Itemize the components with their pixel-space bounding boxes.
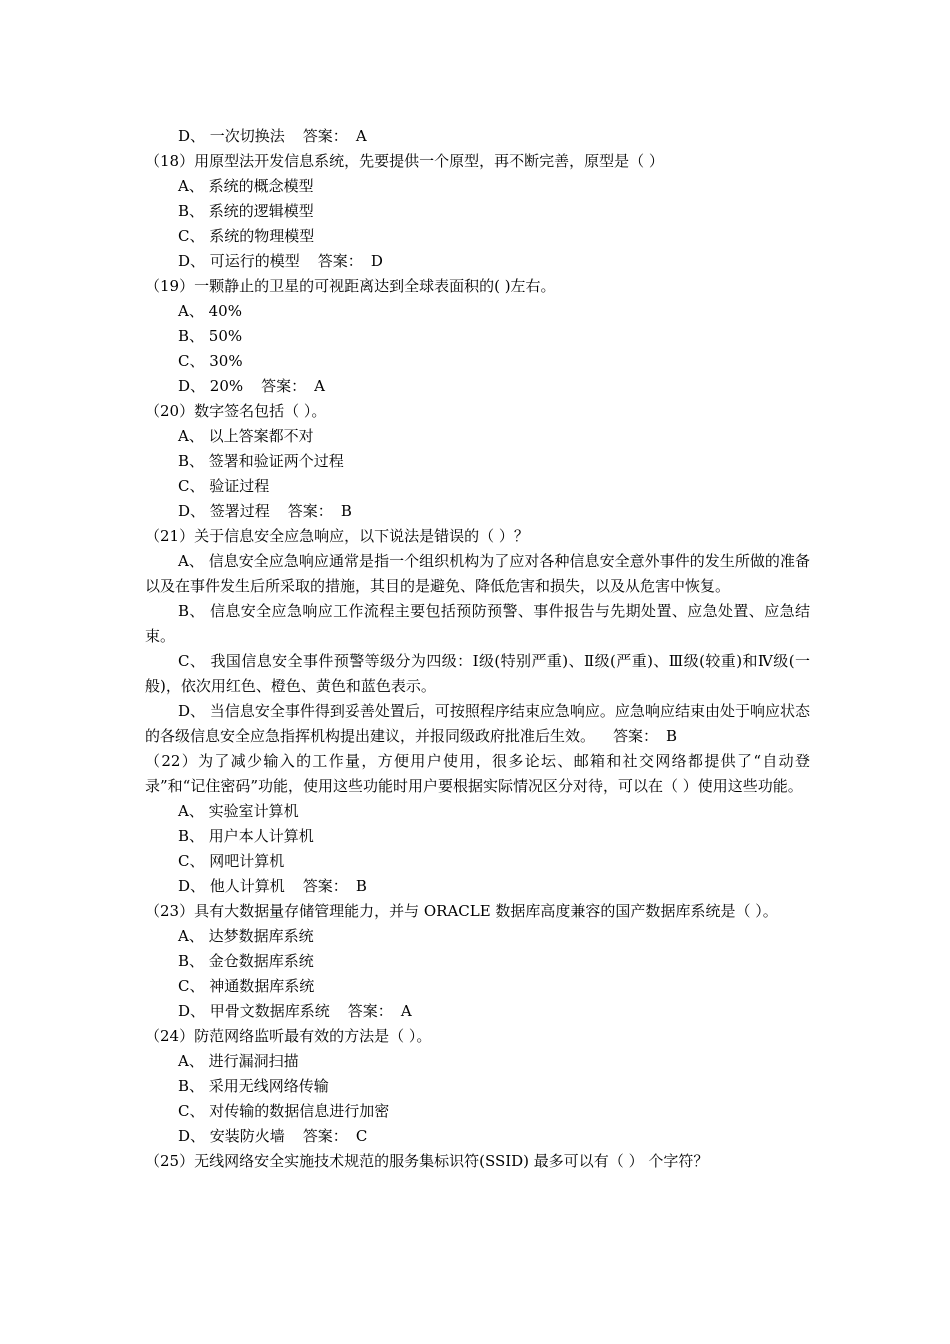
- line-text: B、 50%: [178, 327, 243, 345]
- answer-value: A: [400, 1002, 412, 1020]
- line-text: （20）数字签名包括（ ）。: [145, 402, 327, 420]
- question-text: [145, 399, 810, 424]
- line-text: C、 30%: [178, 352, 243, 370]
- answer-option-paragraph: [145, 599, 810, 649]
- answer-option: [145, 174, 810, 199]
- line-text: （18）用原型法开发信息系统，先要提供一个原型，再不断完善，原型是（ ）: [145, 152, 664, 170]
- answer-option-paragraph: [145, 699, 810, 749]
- answer-option: [145, 799, 810, 824]
- answer-label: 答案：: [317, 252, 363, 270]
- answer-value: A: [355, 127, 367, 145]
- answer-option: [145, 974, 810, 999]
- line-text: D、 20%: [178, 377, 244, 395]
- answer-value: B: [355, 877, 367, 895]
- line-text: D、 甲骨文数据库系统: [178, 1002, 330, 1020]
- answer-option: [145, 924, 810, 949]
- answer-label: 答案：: [613, 727, 659, 745]
- answer-option: [145, 374, 810, 399]
- line-text: （19）一颗静止的卫星的可视距离达到全球表面积的( )左右。: [145, 277, 556, 295]
- answer-label: 答案：: [302, 1127, 348, 1145]
- answer-option: [145, 424, 810, 449]
- line-text: A、 信息安全应急响应通常是指一个组织机构为了应对各种信息安全意外事件的发生所做的准备以及在事件发生后所采取的措施，其目的是避免、降低危害和损失，以及从危害中恢复。: [145, 552, 810, 595]
- line-text: （25）无线网络安全实施技术规范的服务集标识符(SSID) 最多可以有（ ） 个字符？: [145, 1152, 709, 1170]
- answer-value: C: [355, 1127, 368, 1145]
- answer-option: [145, 499, 810, 524]
- line-text: D、 当信息安全事件得到妥善处置后，可按照程序结束应急响应。应急响应结束由处于响应状态的各级信息安全应急指挥机构提出建议，并报同级政府批准后生效。: [145, 702, 810, 745]
- answer-label: 答案：: [302, 127, 348, 145]
- line-text: D、 可运行的模型: [178, 252, 300, 270]
- line-text: C、 验证过程: [178, 477, 270, 495]
- answer-value: B: [666, 727, 678, 745]
- line-text: B、 签署和验证两个过程: [178, 452, 344, 470]
- answer-option: [145, 224, 810, 249]
- answer-label: 答案：: [261, 377, 307, 395]
- answer-value: B: [340, 502, 352, 520]
- line-text: A、 达梦数据库系统: [178, 927, 314, 945]
- line-text: C、 系统的物理模型: [178, 227, 315, 245]
- document-page: [145, 124, 810, 1174]
- line-text: B、 采用无线网络传输: [178, 1077, 329, 1095]
- line-text: B、 信息安全应急响应工作流程主要包括预防预警、事件报告与先期处置、应急处置、应急结束。: [145, 602, 810, 645]
- answer-option: [145, 1049, 810, 1074]
- line-text: B、 系统的逻辑模型: [178, 202, 314, 220]
- answer-option: [145, 1074, 810, 1099]
- answer-option: [145, 949, 810, 974]
- line-text: C、 我国信息安全事件预警等级分为四级：Ⅰ级(特别严重)、Ⅱ级(严重)、Ⅲ级(较重)和Ⅳ级(一般)，依次用红色、橙色、黄色和蓝色表示。: [145, 652, 810, 695]
- question-text: [145, 1024, 810, 1049]
- answer-option: [145, 199, 810, 224]
- answer-option-paragraph: [145, 549, 810, 599]
- line-text: C、 网吧计算机: [178, 852, 285, 870]
- answer-option-paragraph: [145, 649, 810, 699]
- answer-option: [145, 849, 810, 874]
- answer-option: [145, 1124, 810, 1149]
- answer-option: [145, 1099, 810, 1124]
- answer-option: [145, 349, 810, 374]
- line-text: A、 进行漏洞扫描: [178, 1052, 299, 1070]
- line-text: B、 用户本人计算机: [178, 827, 314, 845]
- question-text: [145, 899, 810, 924]
- answer-value: A: [314, 377, 325, 395]
- question-text: [145, 149, 810, 174]
- line-text: A、 40%: [178, 302, 242, 320]
- answer-option: [145, 449, 810, 474]
- line-text: A、 以上答案都不对: [178, 427, 314, 445]
- line-text: （24）防范网络监听最有效的方法是（ ）。: [145, 1027, 432, 1045]
- answer-option: [145, 124, 810, 149]
- line-text: C、 对传输的数据信息进行加密: [178, 1102, 390, 1120]
- answer-option: [145, 299, 810, 324]
- answer-value: D: [370, 252, 383, 270]
- answer-option: [145, 999, 810, 1024]
- answer-option: [145, 824, 810, 849]
- answer-option: [145, 324, 810, 349]
- question-text: [145, 749, 810, 799]
- question-text: [145, 1149, 810, 1174]
- question-text: [145, 524, 810, 549]
- answer-option: [145, 249, 810, 274]
- line-text: A、 实验室计算机: [178, 802, 299, 820]
- line-text: D、 他人计算机: [178, 877, 285, 895]
- answer-option: [145, 474, 810, 499]
- line-text: B、 金仓数据库系统: [178, 952, 314, 970]
- line-text: D、 一次切换法: [178, 127, 285, 145]
- question-text: [145, 274, 810, 299]
- line-text: D、 安装防火墙: [178, 1127, 285, 1145]
- answer-label: 答案：: [347, 1002, 393, 1020]
- line-text: （22）为了减少输入的工作量，方便用户使用，很多论坛、邮箱和社交网络都提供了“自动登录”和“记住密码”功能，使用这些功能时用户要根据实际情况区分对待，可以在（ ）使用这些功能。: [145, 752, 810, 795]
- answer-label: 答案：: [287, 502, 333, 520]
- line-text: （21）关于信息安全应急响应，以下说法是错误的（ ）？: [145, 527, 529, 545]
- line-text: C、 神通数据库系统: [178, 977, 315, 995]
- line-text: （23）具有大数据量存储管理能力，并与 ORACLE 数据库高度兼容的国产数据库系统是（ ）。: [145, 902, 778, 920]
- answer-label: 答案：: [302, 877, 348, 895]
- answer-option: [145, 874, 810, 899]
- line-text: D、 签署过程: [178, 502, 270, 520]
- line-text: A、 系统的概念模型: [178, 177, 314, 195]
